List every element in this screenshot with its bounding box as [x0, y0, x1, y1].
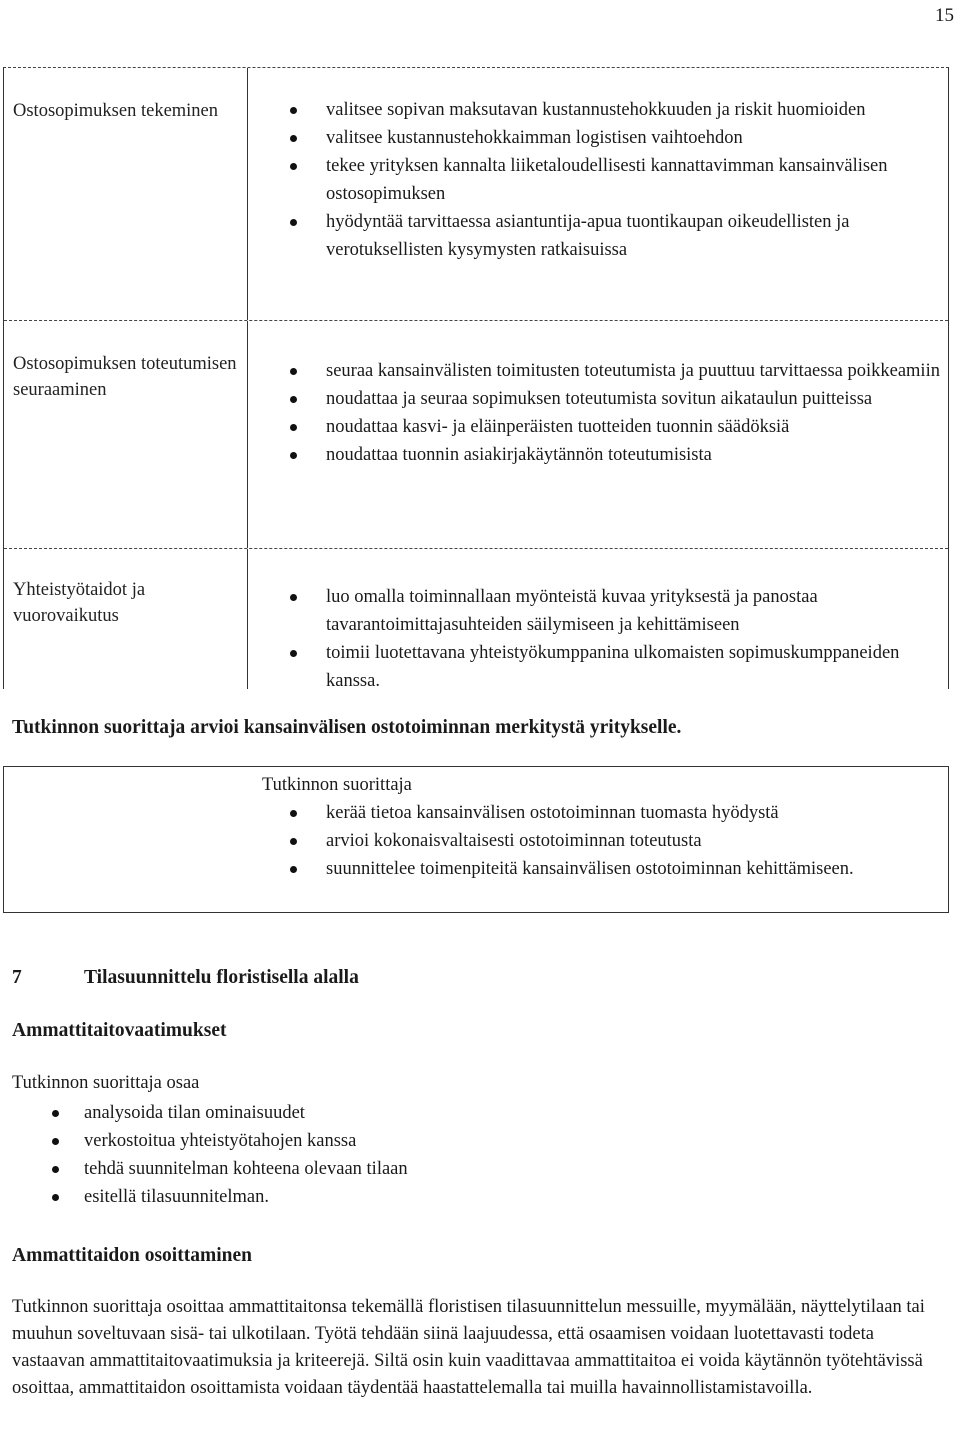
assessment-table: [3, 766, 949, 913]
table-row: [4, 68, 948, 320]
table-row: [4, 320, 948, 548]
criteria-table: [3, 67, 949, 689]
requirements-heading: Ammattitaitovaatimukset: [12, 1020, 227, 1041]
section-number: 7: [12, 967, 22, 988]
list-item: esitellä tilasuunnitelman.: [12, 1183, 408, 1211]
list-item: noudattaa kasvi- ja eläinperäisten tuotteiden tuonnin säädöksiä: [288, 413, 948, 441]
list-item: tehdä suunnitelman kohteena olevaan tilaan: [12, 1155, 408, 1183]
demonstration-heading: Ammattitaidon osoittaminen: [12, 1245, 252, 1266]
bullet-list: [288, 96, 948, 264]
list-item: noudattaa ja seuraa sopimuksen toteutumista sovitun aikataulun puitteissa: [288, 385, 948, 413]
demonstration-paragraph: Tutkinnon suorittaja osoittaa ammattitaitonsa tekemällä floristisen tilasuunnittelun messuille, myymälään, näyttelytilaan tai muuhun soveltuvaan sisä- tai ulkotilaan. Työtä tehdään siinä laajuudessa, että osaamisen voidaan luotettavasti todeta vastaavan ammattitaitovaatimuksia ja kriteerejä. Siltä osin kuin vaadittavaa ammattitaitoa ei voida käytännön työtehtävissä osoittaa, ammattitaidon osoittamista voidaan täydentää haastattelemalla tai muilla havainnollistamistavoilla.: [12, 1297, 925, 1398]
row-label: Ostosopimuksen toteutumisen seuraaminen: [4, 321, 248, 548]
table-row: [4, 548, 948, 689]
list-item: hyödyntää tarvittaessa asiantuntija-apua tuontikaupan oikeudellisten ja verotuksellisten kysymysten ratkaisuissa: [288, 208, 948, 264]
page-number: 15: [935, 5, 954, 26]
requirements-block: [12, 1069, 408, 1211]
row-label: Yhteistyötaidot ja vuorovaikutus: [4, 549, 248, 689]
row-content: [248, 549, 948, 689]
list-item: verkostoitua yhteistyötahojen kanssa: [12, 1127, 408, 1155]
assessment-heading: Tutkinnon suorittaja arvioi kansainvälisen ostotoiminnan merkitystä yritykselle.: [12, 717, 682, 738]
requirements-intro: Tutkinnon suorittaja osaa: [12, 1073, 200, 1093]
bullet-list: [288, 357, 948, 469]
section-title-text: Tilasuunnittelu floristisella alalla: [84, 967, 359, 988]
list-item: valitsee kustannustehokkaimman logistisen vaihtoehdon: [288, 124, 948, 152]
list-item: noudattaa tuonnin asiakirjakäytännön toteutumisista: [288, 441, 948, 469]
list-item: valitsee sopivan maksutavan kustannustehokkuuden ja riskit huomioiden: [288, 96, 948, 124]
row-content: [248, 321, 948, 548]
list-item: seuraa kansainvälisten toimitusten toteutumista ja puuttuu tarvittaessa poikkeamiin: [288, 357, 948, 385]
list-item: luo omalla toiminnallaan myönteistä kuvaa yrityksestä ja panostaa tavarantoimittajasuhteiden säilymiseen ja kehittämiseen: [288, 583, 948, 639]
list-item: tekee yrityksen kannalta liiketaloudellisesti kannattavimman kansainvälisen ostosopimuksen: [288, 152, 948, 208]
list-item: kerää tietoa kansainvälisen ostotoiminnan tuomasta hyödystä: [288, 799, 948, 827]
section-title: [12, 964, 359, 992]
list-item: suunnittelee toimenpiteitä kansainvälisen ostotoiminnan kehittämiseen.: [288, 855, 948, 883]
list-item: analysoida tilan ominaisuudet: [12, 1099, 408, 1127]
list-item: toimii luotettavana yhteistyökumppanina ulkomaisten sopimuskumppaneiden kanssa.: [288, 639, 948, 695]
list-item: arvioi kokonaisvaltaisesti ostotoiminnan toteutusta: [288, 827, 948, 855]
bullet-list: [288, 583, 948, 695]
row-label: Ostosopimuksen tekeminen: [4, 68, 248, 320]
row-content: [248, 68, 948, 320]
bullet-list: [12, 1099, 408, 1211]
assessment-intro: Tutkinnon suorittaja: [262, 775, 412, 795]
bullet-list: [248, 799, 948, 883]
